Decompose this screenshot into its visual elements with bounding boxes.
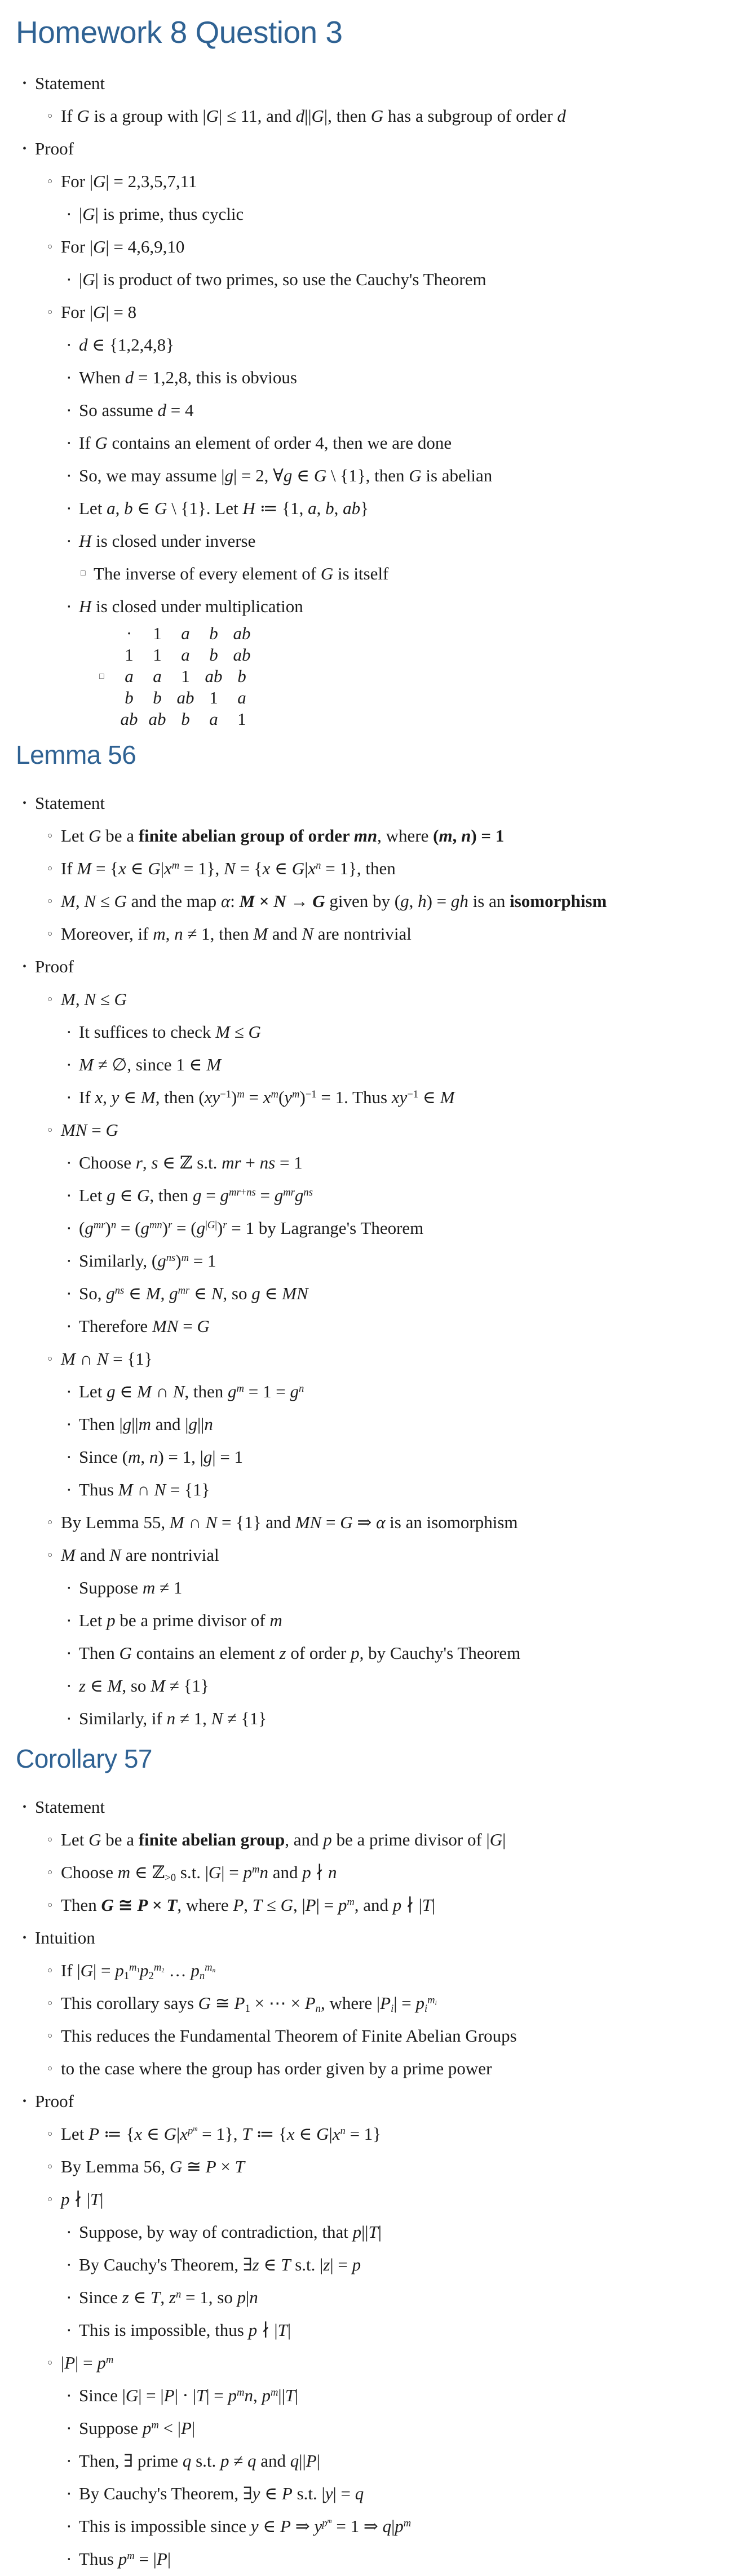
list-item xyxy=(0,1637,752,1670)
table-cell: · xyxy=(126,623,132,644)
bullet-icon: • xyxy=(23,1801,27,1814)
line-text: Let G be a finite abelian group, and p be a prime divisor of |G| xyxy=(61,1830,506,1850)
line-text: It suffices to check M ≤ G xyxy=(79,1022,261,1042)
list-item xyxy=(0,296,752,329)
table-row xyxy=(115,709,256,730)
bullet-icon: • xyxy=(23,2095,27,2108)
line-text: For |G| = 8 xyxy=(61,302,137,322)
bullet-icon: ▪ xyxy=(68,2457,70,2466)
line-text: Thus $p^m = |P|$ xyxy=(79,2549,171,2569)
list-item xyxy=(0,1048,752,1081)
list-item xyxy=(0,983,752,1016)
bullet-icon: ▪ xyxy=(68,2555,70,2564)
bullet-icon: ▪ xyxy=(68,2260,70,2269)
list-item xyxy=(0,2020,752,2052)
table-cell: 1 xyxy=(153,645,162,665)
bullet-icon: ▪ xyxy=(68,504,70,513)
list-item xyxy=(0,492,752,525)
list-item xyxy=(0,394,752,427)
line-text: Choose m ∈ ℤ$_{>0}$ s.t. $|G| = p^mn$ and p ∤ n xyxy=(61,1862,337,1884)
bullet-icon: ○ xyxy=(47,897,53,906)
line-text: Let g ∈ G, then $g = g^{mr+ns} = g^{mr}g^{ns}$ xyxy=(79,1185,313,1206)
list-item xyxy=(0,1343,752,1375)
list-item xyxy=(0,2445,752,2477)
line-text: Suppose $p^m < |P|$ xyxy=(79,2418,196,2438)
bullet-icon: ○ xyxy=(47,112,53,121)
bullet-icon: ▪ xyxy=(68,2391,70,2400)
list-item xyxy=(0,231,752,263)
bullet-icon: ▪ xyxy=(68,1158,70,1167)
list-item xyxy=(0,427,752,459)
list-item xyxy=(0,198,752,231)
line-text: p ∤ |T| xyxy=(61,2189,104,2210)
line-text: If G is a group with |G| ≤ 11, and d||G|, then G has a subgroup of order d xyxy=(61,106,566,126)
table-cell: ab xyxy=(176,688,194,708)
section-heading: Lemma 56 xyxy=(16,740,136,770)
line-text: to the case where the group has order given by a prime power xyxy=(61,2059,492,2079)
list-item xyxy=(0,1889,752,1922)
bullet-icon: • xyxy=(23,797,27,810)
line-text: M, N ≤ G and the map α: M × N → G given by (g, h) = gh is an isomorphism xyxy=(61,891,607,911)
table-row xyxy=(115,644,256,666)
bullet-icon: ▪ xyxy=(68,1256,70,1265)
list-item xyxy=(0,2477,752,2510)
multiplication-table-block xyxy=(0,623,752,731)
line-text: d ∈ {1,2,4,8} xyxy=(79,335,174,355)
list-item xyxy=(0,1791,752,1823)
bullet-icon: ○ xyxy=(47,864,53,874)
line-text: This is impossible since y ∈ P ⇒ $y^{p^m} = 1$ ⇒ $q|p^m$ xyxy=(79,2516,412,2537)
line-text: |G| is prime, thus cyclic xyxy=(79,204,244,224)
table-cell: a xyxy=(209,709,218,729)
list-item xyxy=(0,590,752,623)
bullet-icon: ○ xyxy=(47,1999,53,2008)
bullet-icon: ▪ xyxy=(68,439,70,448)
bullet-icon: □ xyxy=(81,569,86,578)
list-item xyxy=(0,2052,752,2085)
list-item xyxy=(0,459,752,492)
bullet-icon: ▪ xyxy=(68,2522,70,2531)
line-text: M, N ≤ G xyxy=(61,989,127,1010)
bullet-icon: ○ xyxy=(47,1901,53,1910)
bullet-icon: ▪ xyxy=(68,2326,70,2335)
list-item xyxy=(0,1310,752,1343)
list-item xyxy=(0,2314,752,2347)
line-text: $|P| = p^m$ xyxy=(61,2353,114,2373)
bullet-icon: ▪ xyxy=(68,275,70,284)
list-item xyxy=(0,1823,752,1856)
bullet-icon: ▪ xyxy=(68,1060,70,1069)
line-text: Intuition xyxy=(35,1928,95,1948)
line-text: Statement xyxy=(35,793,105,813)
bullet-icon: • xyxy=(23,77,27,90)
bullet-icon: ○ xyxy=(47,831,53,841)
line-text: Let g ∈ M ∩ N, then $g^m = 1 = g^n$ xyxy=(79,1382,304,1402)
bullet-icon: ▪ xyxy=(68,1681,70,1690)
line-text: |G| is product of two primes, so use the Cauchy's Theorem xyxy=(79,269,486,290)
line-text: When d = 1,2,8, this is obvious xyxy=(79,368,297,388)
list-item xyxy=(0,165,752,198)
list-item xyxy=(0,2347,752,2379)
table-cell: b xyxy=(153,688,162,708)
line-text: z ∈ M, so M ≠ {1} xyxy=(79,1676,209,1696)
bullet-icon: ○ xyxy=(47,2130,53,2139)
bullet-icon: ▪ xyxy=(68,1028,70,1037)
list-item xyxy=(0,1441,752,1473)
bullet-icon: ▪ xyxy=(68,2424,70,2433)
line-text: Therefore MN = G xyxy=(79,1316,210,1336)
section-content xyxy=(0,1791,752,2575)
section-corollary-57 xyxy=(0,1744,752,2575)
table-cell: b xyxy=(237,666,246,687)
bullet-icon: ○ xyxy=(47,2064,53,2074)
bullet-icon: • xyxy=(23,143,27,156)
line-text: M ≠ ∅, since 1 ∈ M xyxy=(79,1055,222,1075)
list-item xyxy=(0,2118,752,2150)
bullet-icon: ▪ xyxy=(68,1191,70,1200)
list-item xyxy=(0,1114,752,1147)
table-cell: 1 xyxy=(153,623,162,644)
bullet-icon: ▪ xyxy=(68,1583,70,1592)
list-item xyxy=(0,2183,752,2216)
table-cell: a xyxy=(237,688,246,708)
line-text: H is closed under multiplication xyxy=(79,596,303,617)
line-text: Similarly, if n ≠ 1, N ≠ {1} xyxy=(79,1709,267,1729)
section-heading: Corollary 57 xyxy=(16,1744,152,1774)
list-item xyxy=(0,885,752,918)
list-item xyxy=(0,2085,752,2118)
bullet-icon: □ xyxy=(99,672,104,681)
table-cell: 1 xyxy=(181,666,190,687)
list-item xyxy=(0,1572,752,1604)
table-row xyxy=(115,623,256,644)
bullet-icon: ▪ xyxy=(68,2228,70,2237)
line-text: Suppose m ≠ 1 xyxy=(79,1578,183,1598)
list-item xyxy=(0,67,752,100)
bullet-icon: ▪ xyxy=(68,210,70,219)
bullet-icon: ○ xyxy=(47,1835,53,1845)
line-text: This reduces the Fundamental Theorem of Finite Abelian Groups xyxy=(61,2026,517,2046)
line-text: Let p be a prime divisor of m xyxy=(79,1610,282,1631)
list-item xyxy=(0,1016,752,1048)
list-item xyxy=(0,2379,752,2412)
bullet-icon: ▪ xyxy=(68,340,70,349)
line-text: By Lemma 55, M ∩ N = {1} and MN = G ⇒ α is an isomorphism xyxy=(61,1512,518,1533)
section-content xyxy=(0,67,752,731)
line-text: This corollary says G ≅ $P_1$ × ⋯ × $P_n$, where $|P_i| = p_i^{m_i}$ xyxy=(61,1993,437,2015)
bullet-icon: ○ xyxy=(47,1551,53,1560)
line-text: M and N are nontrivial xyxy=(61,1545,219,1565)
line-text: Then |g||m and |g||n xyxy=(79,1414,213,1435)
line-text: M ∩ N = {1} xyxy=(61,1349,153,1369)
bullet-icon: • xyxy=(23,961,27,973)
line-text: The inverse of every element of G is itself xyxy=(94,564,389,584)
list-item xyxy=(0,918,752,950)
line-text: Statement xyxy=(35,73,105,94)
list-item xyxy=(0,2543,752,2575)
list-item xyxy=(0,1408,752,1441)
line-text: This is impossible, thus p ∤ |T| xyxy=(79,2320,291,2340)
table-cell: b xyxy=(125,688,134,708)
list-item xyxy=(0,1539,752,1572)
line-text: Proof xyxy=(35,139,74,159)
list-item xyxy=(0,361,752,394)
list-item xyxy=(0,1922,752,1954)
table-cell: b xyxy=(209,645,218,665)
bullet-icon: ▪ xyxy=(68,1420,70,1429)
line-text: By Lemma 56, G ≅ P × T xyxy=(61,2157,245,2177)
line-text: Then G ≅ P × T, where P, T ≤ G, $|P| = p^m$, and p ∤ |T| xyxy=(61,1895,436,1915)
line-text: Since $|G| = |P| \cdot |T| = p^mn$, $p^m||T|$ xyxy=(79,2385,299,2406)
line-text: Suppose, by way of contradiction, that p||T| xyxy=(79,2222,382,2242)
table-cell: b xyxy=(209,623,218,644)
list-item xyxy=(0,2510,752,2543)
bullet-icon: ○ xyxy=(47,2162,53,2172)
list-item xyxy=(0,820,752,852)
bullet-icon: ○ xyxy=(47,177,53,187)
line-text: $(g^{mr})^n = (g^{mn})^r = (g^{|G|})^r = 1$ by Lagrange's Theorem xyxy=(79,1218,424,1238)
list-item xyxy=(0,2249,752,2281)
bullet-icon: ▪ xyxy=(68,406,70,415)
list-item xyxy=(0,1147,752,1179)
list-item xyxy=(0,1212,752,1245)
line-text: If x, y ∈ M, then $(xy^{-1})^m = x^m(y^m)^{-1} = 1$. Thus $xy^{-1}$ ∈ M xyxy=(79,1087,455,1108)
bullet-icon: ○ xyxy=(47,1868,53,1878)
multiplication-table xyxy=(115,623,256,730)
bullet-icon: ▪ xyxy=(68,1322,70,1331)
line-text: Moreover, if m, n ≠ 1, then M and N are nontrivial xyxy=(61,924,412,944)
line-text: For |G| = 4,6,9,10 xyxy=(61,237,185,257)
table-cell: ab xyxy=(120,709,138,729)
list-item xyxy=(0,787,752,820)
list-item xyxy=(0,1245,752,1277)
line-text: So, $g^{ns}$ ∈ M, $g^{mr}$ ∈ N, so g ∈ MN xyxy=(79,1283,308,1304)
line-text: Choose r, s ∈ ℤ s.t. mr + ns = 1 xyxy=(79,1153,303,1173)
table-row xyxy=(115,687,256,709)
line-text: If M = {x ∈ $G|x^m = 1$}, N = {x ∈ $G|x^n = 1$}, then xyxy=(61,858,396,879)
list-item xyxy=(0,1604,752,1637)
table-row xyxy=(115,666,256,687)
bullet-icon: ○ xyxy=(47,242,53,252)
bullet-icon: ○ xyxy=(47,308,53,317)
list-item xyxy=(0,2150,752,2183)
list-item xyxy=(0,1954,752,1987)
bullet-icon: ○ xyxy=(47,995,53,1004)
list-item xyxy=(0,1506,752,1539)
bullet-icon: ▪ xyxy=(68,1387,70,1396)
line-text: For |G| = 2,3,5,7,11 xyxy=(61,171,197,192)
bullet-icon: ▪ xyxy=(68,602,70,611)
line-text: H is closed under inverse xyxy=(79,531,256,551)
line-text: Since (m, n) = 1, |g| = 1 xyxy=(79,1447,244,1467)
list-item xyxy=(0,852,752,885)
table-cell: ab xyxy=(233,623,251,644)
bullet-icon: ▪ xyxy=(68,2293,70,2302)
line-text: Statement xyxy=(35,1797,105,1817)
line-text: If $|G| = p_1^{m_1}p_2^{m_2}$ … $p_n^{m_n}$ xyxy=(61,1960,216,1982)
list-item xyxy=(0,2281,752,2314)
bullet-icon: ○ xyxy=(47,1518,53,1528)
section-homework-8-question-3 xyxy=(0,15,752,731)
list-item xyxy=(0,557,752,590)
list-item xyxy=(0,132,752,165)
table-cell: b xyxy=(181,709,190,729)
bullet-icon: ○ xyxy=(47,1355,53,1364)
bullet-icon: ▪ xyxy=(68,1453,70,1462)
list-item xyxy=(0,525,752,557)
table-cell: a xyxy=(181,645,190,665)
bullet-icon: ▪ xyxy=(68,1616,70,1625)
list-item xyxy=(0,1987,752,2020)
table-cell: ab xyxy=(148,709,166,729)
list-item xyxy=(0,950,752,983)
bullet-icon: ▪ xyxy=(68,1485,70,1494)
bullet-icon: ○ xyxy=(47,2358,53,2368)
table-cell: a xyxy=(125,666,134,687)
line-text: Similarly, $(g^{ns})^m = 1$ xyxy=(79,1251,216,1271)
table-cell: ab xyxy=(233,645,251,665)
bullet-icon: ○ xyxy=(47,1966,53,1976)
line-text: Thus M ∩ N = {1} xyxy=(79,1480,210,1500)
list-item xyxy=(0,1856,752,1889)
bullet-icon: ▪ xyxy=(68,373,70,382)
table-cell: 1 xyxy=(237,709,246,729)
list-item xyxy=(0,2412,752,2445)
line-text: By Cauchy's Theorem, ∃y ∈ P s.t. |y| = q xyxy=(79,2484,364,2504)
bullet-icon: ▪ xyxy=(68,537,70,546)
list-item xyxy=(0,1670,752,1702)
line-text: Let G be a finite abelian group of order mn, where (m, n) = 1 xyxy=(61,826,505,846)
bullet-icon: ▪ xyxy=(68,1224,70,1233)
bullet-icon: ▪ xyxy=(68,1714,70,1723)
list-item xyxy=(0,1277,752,1310)
line-text: Then, ∃ prime q s.t. p ≠ q and q||P| xyxy=(79,2451,320,2471)
bullet-icon: ○ xyxy=(47,930,53,939)
list-item xyxy=(0,1702,752,1735)
list-item xyxy=(0,1375,752,1408)
list-item xyxy=(0,2216,752,2249)
list-item xyxy=(0,263,752,296)
list-item xyxy=(0,329,752,361)
list-item xyxy=(0,1081,752,1114)
list-item xyxy=(0,1179,752,1212)
line-text: By Cauchy's Theorem, ∃z ∈ T s.t. |z| = p xyxy=(79,2255,361,2275)
section-lemma-56 xyxy=(0,740,752,1735)
list-item xyxy=(0,1473,752,1506)
bullet-icon: ○ xyxy=(47,2195,53,2205)
bullet-icon: ○ xyxy=(47,1126,53,1135)
table-cell: ab xyxy=(205,666,223,687)
line-text: So, we may assume |g| = 2, ∀g ∈ G \ {1}, then G is abelian xyxy=(79,466,493,486)
list-item xyxy=(0,100,752,132)
table-cell: 1 xyxy=(209,688,218,708)
line-text: Let a, b ∈ G \ {1}. Let H ≔ {1, a, b, ab} xyxy=(79,498,369,519)
bullet-icon: ▪ xyxy=(68,471,70,480)
line-text: Let P ≔ {x ∈ $G|x^{p^m} = 1$}, T ≔ {x ∈ $G|x^n = 1$} xyxy=(61,2124,382,2144)
table-cell: a xyxy=(153,666,162,687)
page-title: Homework 8 Question 3 xyxy=(16,15,343,50)
line-text: Then G contains an element z of order p, by Cauchy's Theorem xyxy=(79,1643,521,1663)
line-text: MN = G xyxy=(61,1120,118,1140)
line-text: Proof xyxy=(35,957,74,977)
line-text: If G contains an element of order 4, then we are done xyxy=(79,433,452,453)
bullet-icon: ○ xyxy=(47,2031,53,2041)
bullet-icon: ▪ xyxy=(68,2489,70,2498)
bullet-icon: ▪ xyxy=(68,1093,70,1102)
line-text: Since z ∈ T, $z^n = 1$, so p|n xyxy=(79,2287,258,2308)
line-text: So assume d = 4 xyxy=(79,400,194,421)
section-content xyxy=(0,787,752,1735)
table-cell: 1 xyxy=(125,645,134,665)
line-text: Proof xyxy=(35,2091,74,2112)
bullet-icon: • xyxy=(23,1932,27,1945)
bullet-icon: ▪ xyxy=(68,1649,70,1658)
table-cell: a xyxy=(181,623,190,644)
bullet-icon: ▪ xyxy=(68,1289,70,1298)
